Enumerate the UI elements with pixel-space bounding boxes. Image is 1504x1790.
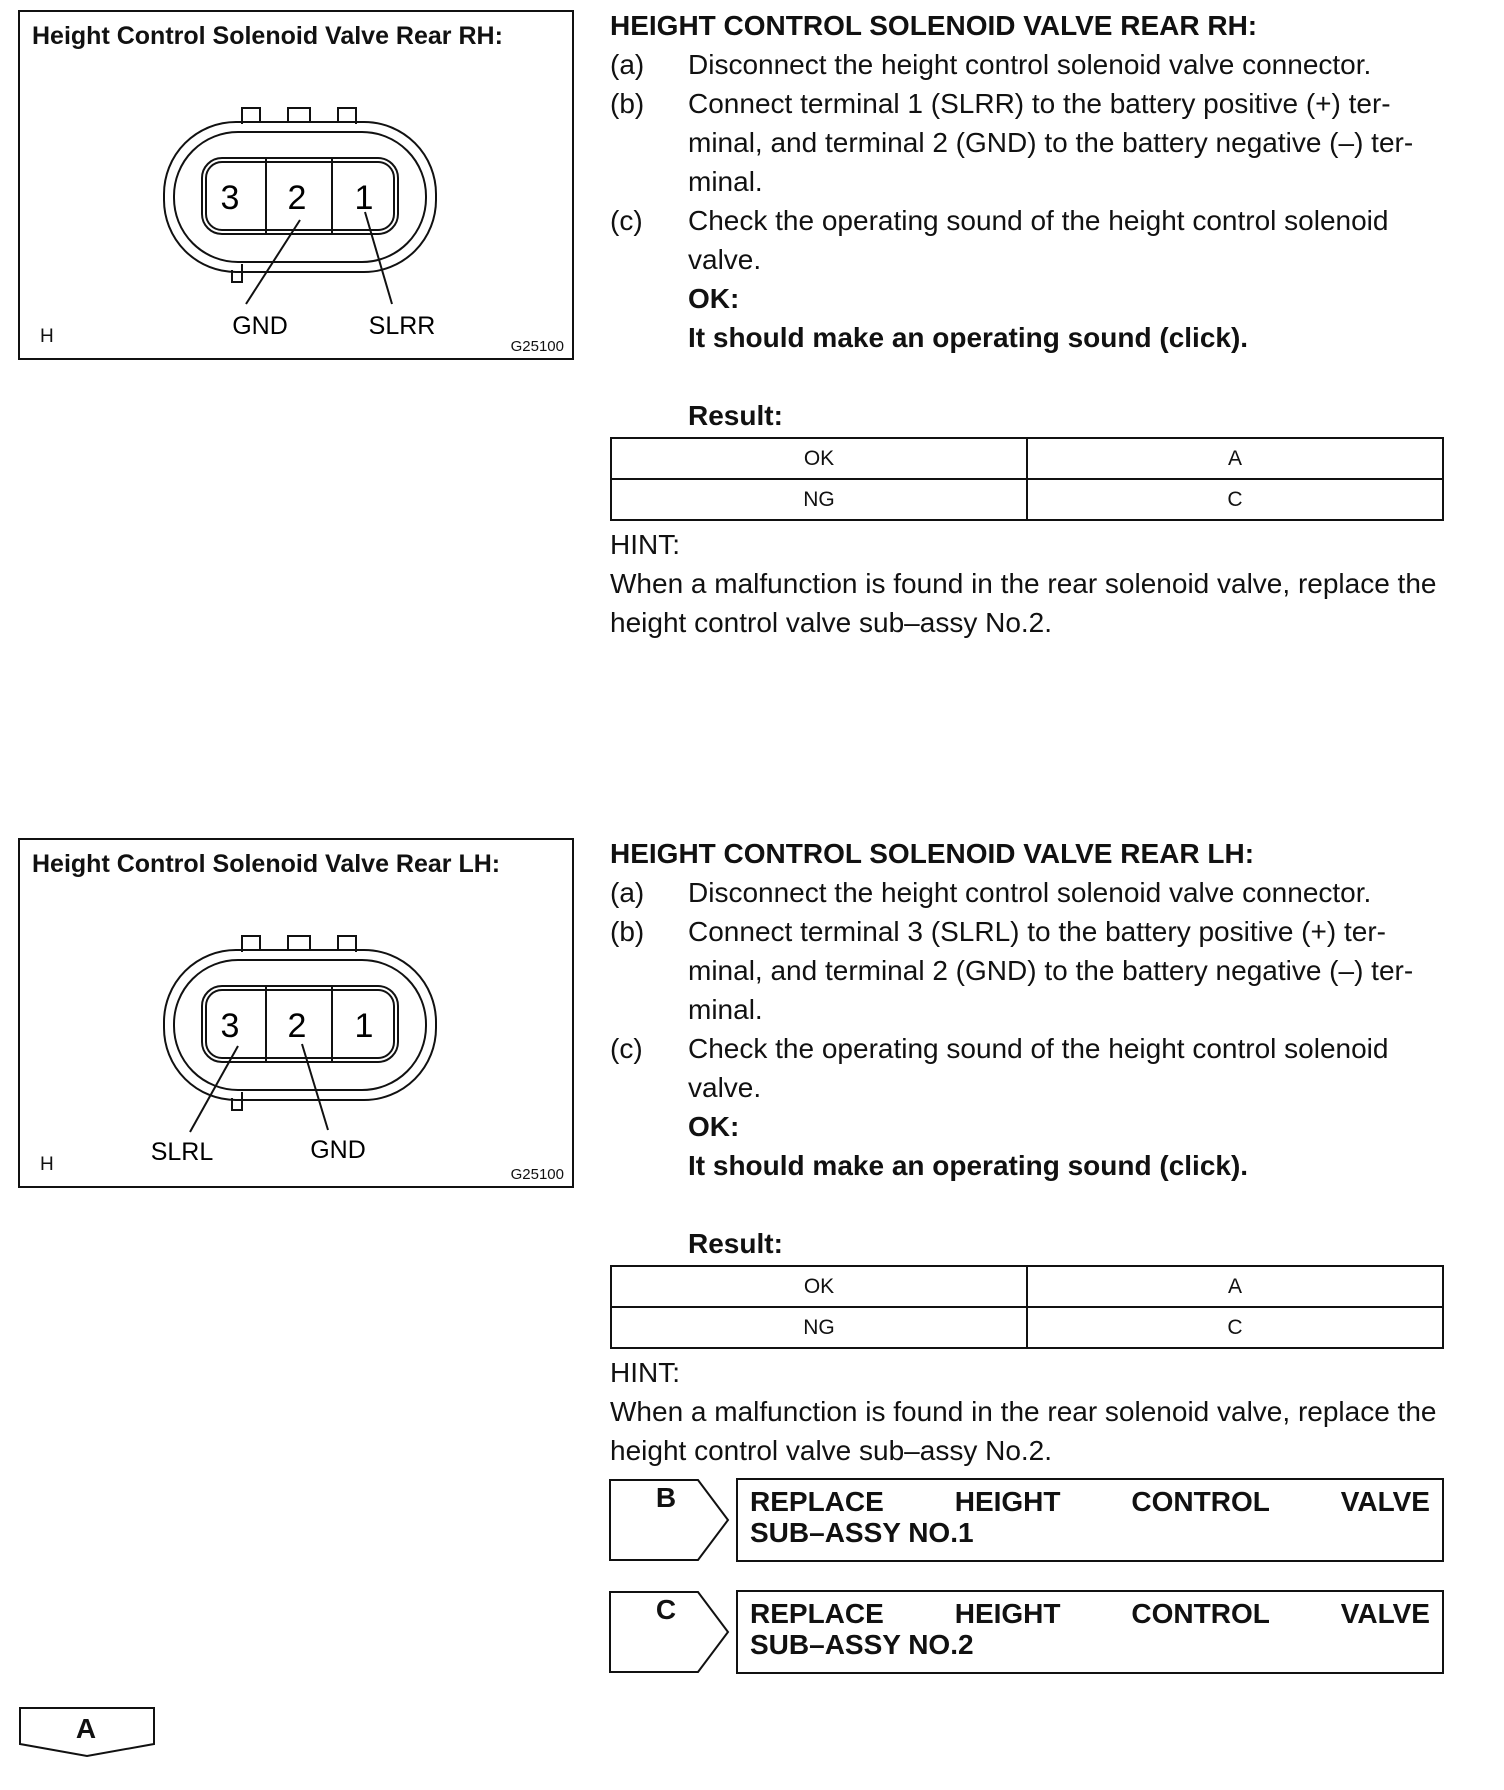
pin-1-label: 1 bbox=[354, 1007, 374, 1045]
result-table bbox=[610, 437, 1444, 521]
action-box bbox=[736, 1478, 1444, 1562]
action-box bbox=[736, 1590, 1444, 1674]
step-text: Disconnect the height control solenoid valve connector. bbox=[688, 49, 1372, 80]
pin-3-label: 3 bbox=[220, 1007, 240, 1045]
step-label: (a) bbox=[610, 877, 645, 908]
action-word: VALVE bbox=[1340, 1486, 1430, 1517]
table-cell: NG bbox=[611, 479, 1027, 520]
table-cell: C bbox=[1027, 1307, 1443, 1348]
table-row bbox=[611, 438, 1443, 479]
slrl-label: SLRL bbox=[150, 1138, 214, 1166]
step-text: Disconnect the height control solenoid valve connector. bbox=[688, 877, 1372, 908]
action-word: HEIGHT bbox=[954, 1598, 1061, 1629]
action-word: REPLACE bbox=[750, 1598, 884, 1629]
action-b bbox=[608, 1478, 1448, 1562]
figure-title: Height Control Solenoid Valve Rear LH: bbox=[32, 850, 501, 878]
table-row bbox=[611, 1266, 1443, 1307]
step-b bbox=[610, 912, 1450, 1029]
result-label: Result: bbox=[688, 400, 783, 431]
table-cell: C bbox=[1027, 479, 1443, 520]
connector-diagram bbox=[20, 12, 572, 358]
pin-2-label: 2 bbox=[287, 1007, 307, 1045]
hint-text: When a malfunction is found in the rear solenoid valve, replace the height control valve sub–assy No.2. bbox=[610, 1396, 1437, 1466]
connector-diagram bbox=[20, 840, 572, 1186]
step-text: Check the operating sound of the height control solenoid valve. bbox=[688, 205, 1389, 275]
action-line-1 bbox=[750, 1598, 1430, 1629]
table-cell: OK bbox=[611, 438, 1027, 479]
procedure-text-lh bbox=[610, 834, 1450, 1470]
step-text: Connect terminal 3 (SLRL) to the battery positive (+) ter- minal, and terminal 2 (GND) to the battery negative (–) ter- minal. bbox=[688, 916, 1414, 1025]
table-cell: A bbox=[1027, 1266, 1443, 1307]
action-list bbox=[608, 1478, 1448, 1702]
figure-code: G25100 bbox=[510, 338, 564, 355]
ok-label: OK: bbox=[688, 283, 740, 314]
section-rear-lh bbox=[0, 828, 1504, 1468]
step-c bbox=[610, 201, 1450, 279]
action-letter: C bbox=[655, 1594, 677, 1625]
step-a bbox=[610, 45, 1450, 84]
action-line-2: SUB–ASSY NO.2 bbox=[750, 1629, 974, 1660]
table-row bbox=[611, 479, 1443, 520]
tab-letter: A bbox=[75, 1713, 97, 1744]
leader-line-gnd bbox=[302, 1044, 328, 1130]
pin-1-label: 1 bbox=[354, 179, 374, 217]
ok-text: It should make an operating sound (click). bbox=[688, 322, 1249, 353]
step-a bbox=[610, 873, 1450, 912]
action-word: CONTROL bbox=[1131, 1598, 1270, 1629]
action-word: CONTROL bbox=[1131, 1486, 1270, 1517]
figure-title: Height Control Solenoid Valve Rear RH: bbox=[32, 22, 503, 50]
step-c bbox=[610, 1029, 1450, 1107]
section-title: HEIGHT CONTROL SOLENOID VALVE REAR LH: bbox=[610, 838, 1255, 869]
action-line-2: SUB–ASSY NO.1 bbox=[750, 1517, 974, 1548]
hint-label: HINT: bbox=[610, 529, 680, 560]
step-label: (b) bbox=[610, 916, 645, 947]
pin-2-label: 2 bbox=[287, 179, 307, 217]
table-cell: A bbox=[1027, 438, 1443, 479]
section-title: HEIGHT CONTROL SOLENOID VALVE REAR RH: bbox=[610, 10, 1258, 41]
gnd-label: GND bbox=[310, 1136, 366, 1164]
step-label: (a) bbox=[610, 49, 645, 80]
table-row bbox=[611, 1307, 1443, 1348]
gnd-label: GND bbox=[232, 312, 288, 340]
step-label: (c) bbox=[610, 1033, 643, 1064]
procedure-text-rh bbox=[610, 6, 1450, 642]
bottom-tab-a bbox=[18, 1706, 156, 1758]
connector-figure-rh bbox=[18, 10, 574, 360]
step-label: (b) bbox=[610, 88, 645, 119]
pin-3-label: 3 bbox=[220, 179, 240, 217]
table-cell: NG bbox=[611, 1307, 1027, 1348]
step-text: Connect terminal 1 (SLRR) to the battery positive (+) ter- minal, and terminal 2 (GND) to the battery negative (–) ter- minal. bbox=[688, 88, 1414, 197]
ok-text: It should make an operating sound (click). bbox=[688, 1150, 1249, 1181]
figure-code: G25100 bbox=[510, 1166, 564, 1183]
figure-corner-letter: H bbox=[40, 326, 54, 347]
step-label: (c) bbox=[610, 205, 643, 236]
action-word: REPLACE bbox=[750, 1486, 884, 1517]
result-label: Result: bbox=[688, 1228, 783, 1259]
hint-text: When a malfunction is found in the rear solenoid valve, replace the height control valve sub–assy No.2. bbox=[610, 568, 1437, 638]
result-table bbox=[610, 1265, 1444, 1349]
action-letter: B bbox=[655, 1482, 677, 1513]
action-line-1 bbox=[750, 1486, 1430, 1517]
step-text: Check the operating sound of the height control solenoid valve. bbox=[688, 1033, 1389, 1103]
action-c bbox=[608, 1590, 1448, 1674]
figure-corner-letter: H bbox=[40, 1154, 54, 1175]
connector-figure-lh bbox=[18, 838, 574, 1188]
step-b bbox=[610, 84, 1450, 201]
table-cell: OK bbox=[611, 1266, 1027, 1307]
ok-label: OK: bbox=[688, 1111, 740, 1142]
action-word: VALVE bbox=[1340, 1598, 1430, 1629]
section-rear-rh bbox=[0, 0, 1504, 640]
slrr-label: SLRR bbox=[368, 312, 436, 340]
hint-label: HINT: bbox=[610, 1357, 680, 1388]
action-word: HEIGHT bbox=[954, 1486, 1061, 1517]
